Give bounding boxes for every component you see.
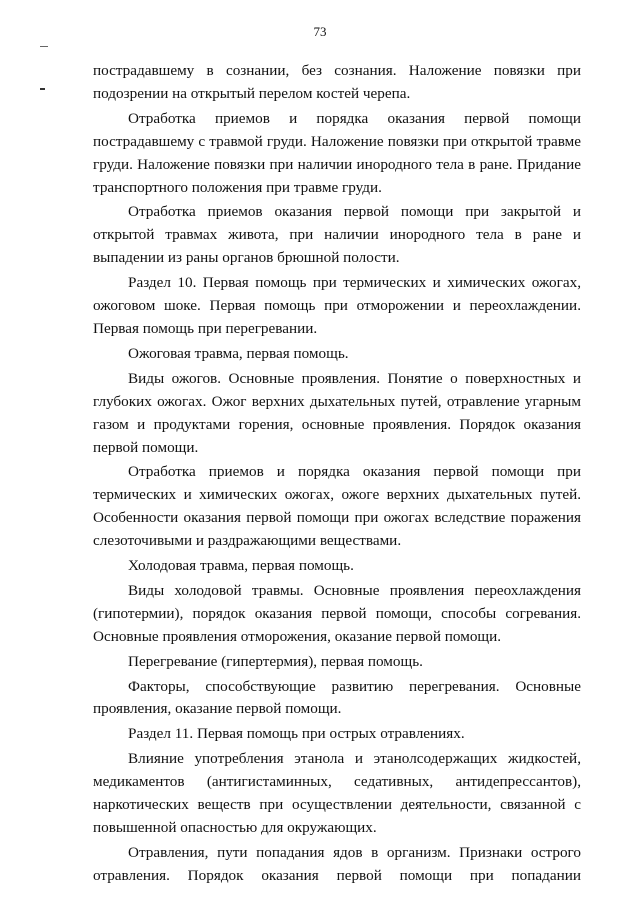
section-heading: Раздел 11. Первая помощь при острых отравлениях. [128, 725, 465, 743]
paragraph: Отравления, пути попадания ядов в организм. Признаки острого отравления. Порядок оказания первой помощи при попадании [93, 843, 581, 884]
subheading: Холодовая травма, первая помощь. [128, 557, 354, 575]
paragraph: Виды ожогов. Основные проявления. Понятие о поверхностных и глубоких ожогах. Ожог верхних дыхательных путей, отравление угарным газом и продуктами горения, основные проявления. Порядок оказания первой помощи. [93, 369, 581, 456]
document-body [93, 60, 581, 888]
scan-artifact [40, 46, 48, 47]
paragraph: пострадавшему в сознании, без сознания. Наложение повязки при подозрении на открытый перелом костей черепа. [93, 62, 581, 102]
paragraph: Отработка приемов и порядка оказания первой помощи при термических и химических ожогах, ожоге верхних дыхательных путей. Особенности оказания первой помощи при ожогах вследствие поражения слезоточивыми и раздражающими веществами. [93, 463, 581, 550]
paragraph: Отработка приемов и порядка оказания первой помощи пострадавшему с травмой груди. Наложение повязки при открытой травме груди. Наложение повязки при наличии инородного тела в ране. Придание транспортного положения при травме груди. [93, 109, 581, 196]
section-heading: Раздел 10. Первая помощь при термических и химических ожогах, ожоговом шоке. Первая помощь при отморожении и переохлаждении. Первая помощь при перегревании. [93, 274, 581, 337]
scan-artifact [40, 88, 45, 90]
page-number: 73 [313, 24, 327, 39]
paragraph: Влияние употребления этанола и этанолсодержащих жидкостей, медикаментов (антигистаминных, седативных, антидепрессантов), наркотических веществ при осуществлении деятельности, связанной с повышенной опасностью для окружающих. [93, 750, 581, 836]
paragraph: Виды холодовой травмы. Основные проявления переохлаждения (гипотермии), порядок оказания первой помощи, способы согревания. Основные проявления отморожения, оказание первой помощи. [93, 581, 581, 645]
subheading: Перегревание (гипертермия), первая помощь. [128, 652, 423, 670]
paragraph: Отработка приемов оказания первой помощи при закрытой и открытой травмах живота, при наличии инородного тела в ране и выпадении из раны органов брюшной полости. [93, 203, 581, 267]
paragraph: Факторы, способствующие развитию перегревания. Основные проявления, оказание первой помощи. [93, 677, 581, 718]
subheading: Ожоговая травма, первая помощь. [128, 344, 349, 362]
